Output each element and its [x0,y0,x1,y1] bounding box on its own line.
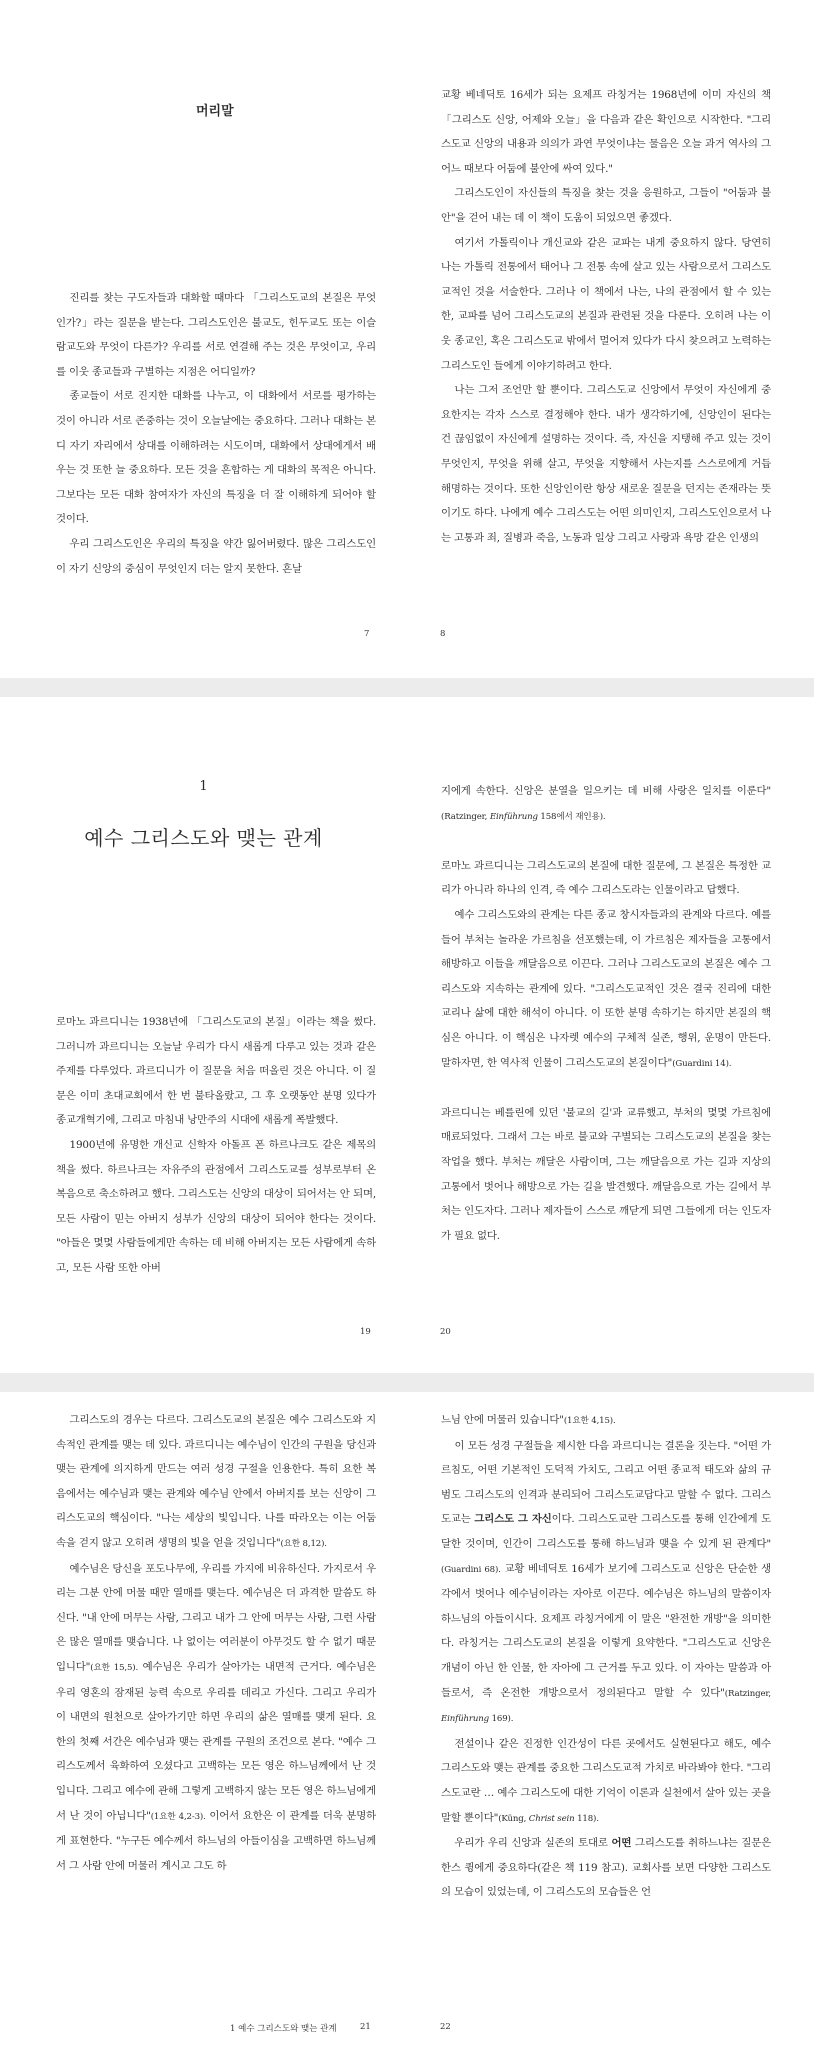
paragraph: 여기서 가톨릭이나 개신교와 같은 교파는 내게 중요하지 않다. 당연히 나는 가톨릭 전통에서 태어나 그 전통 속에 살고 있는 사람으로서 그리스도교적인 것을 서술한다. 그러나 이 책에서 나는, 나의 관점에서 할 수 있는 한, 교파를 넘어 그리스도교의 본질과 관련된 것을 다룬다. 오히려 나는 이웃 종교인, 혹은 그리스도교 밖에서 멀어져 있다가 다시 찾으려고 노력하는 그리스도인 들에게 이야기하려고 한다. [441,236,771,372]
citation-book: Einführung [441,1714,489,1725]
citation: (요한 8,12). [280,1538,327,1549]
emphasis: 그리스도 그 자신 [474,1513,552,1526]
page-8-text [441,83,771,550]
paragraph: 과르디니는 베를린에 있던 '불교의 길'과 교류했고, 부처의 몇몇 가르침에 매료되었다. 그래서 그는 바로 불교와 구별되는 그리스도교의 본질을 찾는 작업을 했다. 부처는 깨달은 사람이며, 그는 깨달음으로 가는 길과 지상의 고통에서 벗어나 해방으로 가는 길을 발견했다. 깨달음으로 가는 길에서 부처는 인도자다. 그러나 제자들이 스스로 깨닫게 되면 그들에게 더는 인도자가 필요 없다. [441,1106,771,1242]
page-22 [407,1392,814,2071]
citation: (1요한 4,2-3). [150,1811,206,1822]
page-7 [0,0,407,678]
page-21-text [56,1408,376,1878]
citation: (1요한 4,15). [563,1416,616,1426]
page-number: 19 [360,1327,371,1337]
citation: (Guardini 14). [672,1058,732,1069]
running-head: 1 예수 그리스도와 맺는 관계 [230,2024,337,2034]
page-7-text [56,286,376,581]
page-number: 20 [440,1327,451,1337]
paragraph: 로마노 과르디니는 1938년에 「그리스도교의 본질」이라는 책을 썼다. 그러니까 과르디니는 오늘날 우리가 다시 새롭게 다루고 있는 것과 같은 주제를 다루었다. 과르디니가 이 질문을 처음 떠올린 것은 아니다. 이 질문은 이미 초대교회에서 한 번 불타올랐고, 그 후 오랫동안 분명 있다가 종교개혁기에, 그리고 마침내 낭만주의 시대에 새롭게 폭발했다. [56,1016,376,1127]
chapter-title: 예수 그리스도와 맺는 관계 [84,826,323,850]
page-20-text [441,779,771,1248]
page-20 [407,697,814,1373]
citation-book: Einführung [489,811,538,822]
emphasis: 어떤 [611,1837,632,1850]
paragraph: 그리스도인이 자신들의 특징을 찾는 것을 응원하고, 그들이 "어둠과 불안"을 걷어 내는 데 이 책이 도움이 되었으면 좋겠다. [441,187,771,224]
citation: (Ratzinger, Einführung 169). [441,1688,771,1725]
citation: (요한 15,5). [90,1662,139,1673]
page-number: 22 [440,2022,451,2032]
paragraph [441,779,771,829]
page-spread-3 [0,1392,814,2071]
citation-book: Christ sein [528,1813,575,1824]
citation: (Guardini 68). [441,1564,501,1575]
citation: (Ratzinger, Einführung 158에서 재인용). [441,811,606,822]
paragraph: 1900년에 유명한 개신교 신학자 아돌프 폰 하르나크도 같은 제목의 책을 썼다. 하르나크는 자유주의 관점에서 그리스도교를 성부로부터 온 복음으로 축소하려고 했다. 그리스도는 신앙의 대상이 되어서는 안 되며, 모든 사람이 믿는 아버지 성부가 신앙의 대상이 되어야 한다는 것이다. "아들은 몇몇 사람들에게만 속하는 데 비해 아버지는 모든 사람에게 속하고, 모든 사람 또한 아버 [56,1138,376,1274]
paragraph: 이 모든 성경 구절들을 제시한 다음 과르디니는 결론을 짓는다. "어떤 가르침도, 어떤 기본적인 도덕적 가치도, 그리고 어떤 종교적 태도와 삶의 규범도 그리스도의 인격과 분리되어 그리스도교답다고 말할 수 없다. 그리스도교는 그리스도 그 자신이다. 그리스도교란 그리스도를 통해 인간에게 도달한 것이며, 인간이 그리스도를 통해 하느님과 맺을 수 있게 된 관계다"(Guardini 68). 교황 베네딕토 16세가 보기에 그리스도교 신앙은 단순한 생각에서 벗어나 예수님이라는 자아로 이끈다. 예수님은 하느님의 말씀이자 하느님의 아들이시다. 요제프 라칭거에게 이 말은 "완전한 개방"을 의미한다. 라칭거는 그리스도교의 본질을 이렇게 요약한다. "그리스도교 신앙은 개념이 아닌 한 인물, 한 자아에 그 근거를 두고 있다. 이 자아는 말씀과 아들로서, 즉 온전한 개방으로서 정의된다고 말할 수 있다"(Ratzinger, Einführung 169). [441,1439,771,1725]
page-number: 7 [364,629,370,639]
page-spread-2 [0,697,814,1373]
paragraph: 우리 그리스도인은 우리의 특징을 약간 잃어버렸다. 많은 그리스도인이 자기 신앙의 중심이 무엇인지 더는 알지 못한다. 흔날 [56,537,376,575]
paragraph [441,903,771,1076]
preface-heading: 머리말 [196,104,234,119]
chapter-number: 1 [199,779,208,794]
paragraph: 느님 안에 머물러 있습니다"(1요한 4,15). [441,1414,616,1426]
citation: (Küng, Christ sein 118). [498,1813,599,1824]
page-19-text [56,1010,376,1281]
page-21 [0,1392,407,2071]
page-number: 8 [440,629,446,639]
paragraph: 예수님은 당신을 포도나무에, 우리를 가지에 비유하신다. 가지로서 우리는 그분 안에 머물 때만 열매를 맺는다. 예수님은 더 과격한 말씀도 하신다. "내 안에 머무는 사람, 그리고 내가 그 안에 머무는 사람, 그런 사람은 많은 열매를 맺습니다. 나 없이는 여러분이 아무것도 할 수 없기 때문입니다"(요한 15,5). 예수님은 우리가 살아가는 내면적 근거다. 예수님은 우리 영혼의 잠재된 능력 속으로 우리를 데리고 가신다. 그리고 우리가 이 내면의 원천으로 살아가기만 하면 우리의 삶은 열매를 맺게 된다. 요한의 첫째 서간은 예수님과 맺는 관계를 구원의 조건으로 본다. "예수 그리스도께서 육화하여 오셨다고 고백하는 모든 영은 하느님께에서 난 것입니다. 그리고 예수에 관해 그렇게 고백하지 않는 모든 영은 하느님에게서 난 것이 아닙니다"(1요한 4,2-3). 이어서 요한은 이 관계를 더욱 분명하게 표현한다. "누구든 예수께서 하느님의 아들이심을 고백하면 하느님께서 그 사람 안에 머물러 계시고 그도 하 [56,1562,377,1872]
paragraph: 그리스도의 경우는 다르다. 그리스도교의 본질은 예수 그리스도와 지속적인 관계를 맺는 데 있다. 과르디니는 예수님이 인간의 구원을 당신과 맺는 관계에 의지하게 만드는 여러 성경 구절을 인용한다. 특히 요한 복음에서는 예수님과 맺는 관계와 예수님 안에서 아버지를 보는 신앙이 그리스도교의 핵심이다. "나는 세상의 빛입니다. 나를 따라오는 이는 어둠 속을 걷지 않고 오히려 생명의 빛을 얻을 것입니다"(요한 8,12). [56,1414,376,1549]
page-8 [407,0,814,678]
page-19 [0,697,407,1373]
paragraph: 우리가 우리 신앙과 실존의 토대로 어떤 그리스도를 취하느냐는 질문은 한스 큉에게 중요하다(같은 책 119 참고). 교회사를 보면 다양한 그리스도의 모습이 있었는데, 이 그리스도의 모습들은 언 [441,1837,771,1899]
paragraph: 나는 그저 조언만 할 뿐이다. 그리스도교 신앙에서 무엇이 자신에게 중요한지는 각자 스스로 결정해야 한다. 내가 생각하기에, 신앙인이 된다는 건 끊임없이 자신에게 설명하는 것이다. 즉, 자신을 지탱해 주고 있는 것이 무엇인지, 무엇을 위해 살고, 무엇을 지향해서 사는지를 스스로에게 거듭 해명하는 것이다. 또한 신앙인이란 항상 새로운 질문을 던지는 존재라는 뜻이기도 하다. 나에게 예수 그리스도는 어떤 의미인지, 그리스도인으로서 나는 고통과 죄, 질병과 죽음, 노동과 일상 그리고 사랑과 욕망 같은 인생의 [441,384,771,544]
paragraph-text: 예수 그리스도와의 관계는 다른 종교 창시자들과의 관계와 다르다. 예를 들어 부처는 놀라운 가르침을 선포했는데, 이 가르침은 제자들을 고통에서 해방하고 이들을 깨달음으로 이끈다. 그러나 그리스도교의 본질은 예수 그리스도와 지속하는 관계에 있다. "그리스도교적인 것은 결국 진리에 대한 교리나 삶에 대한 해석이 아니다. 이 또한 분명 속하기는 하지만 본질의 핵심은 아니다. 이 핵심은 나자렛 예수의 구체적 실존, 행위, 운명이 만든다. 말하자면, 한 역사적 인물이 그리스도교의 본질이다" [441,908,771,1069]
paragraph: 전설이나 같은 진정한 인간성이 다른 곳에서도 실현된다고 해도, 예수 그리스도와 맺는 관계를 중요한 그리스도교적 가치로 바라봐야 한다. "그리스도교란 … 예수 그리스도에 대한 기억이 이론과 실천에서 살아 있는 곳을 말할 뿐이다"(Küng, Christ sein 118). [441,1737,771,1824]
paragraph-text: 지에게 속한다. 신앙은 분열을 일으키는 데 비해 사랑은 일치를 이룬다" [441,785,771,797]
paragraph: 로마노 과르디니는 그리스도교의 본질에 대한 질문에, 그 본질은 특정한 교리가 아니라 하나의 인격, 즉 예수 그리스도라는 인물이라고 답했다. [441,859,771,897]
paragraph: 진리를 찾는 구도자들과 대화할 때마다 「그리스도교의 본질은 무엇인가?」라는 질문을 받는다. 그리스도인은 불교도, 힌두교도 또는 이슬람교도와 무엇이 다른가? 우리를 서로 연결해 주는 것은 무엇이고, 우리를 이웃 종교들과 구별하는 지점은 어디일까? [56,292,376,378]
page-number: 21 [360,2022,371,2032]
paragraph: 교황 베네딕토 16세가 되는 요제프 라칭거는 1968년에 이미 자신의 책 「그리스도 신앙, 어제와 오늘」을 다음과 같은 확인으로 시작한다. "그리스도교 신앙의 내용과 의의가 과연 무엇이냐는 물음은 오늘 과거 역사의 그 어느 때보다 어둠에 불안에 싸여 있다." [441,89,771,175]
page-spread-1 [0,0,814,678]
page-22-text [441,1408,771,1905]
paragraph: 종교들이 서로 진지한 대화를 나누고, 이 대화에서 서로를 평가하는 것이 아니라 서로 존중하는 것이 오늘날에는 중요하다. 그러나 대화는 본디 자기 자리에서 상대를 이해하려는 시도이며, 대화에서 상대에게서 배우는 것 또한 늘 중요하다. 모든 것을 흔합하는 게 대화의 목적은 아니다. 그보다는 모든 대화 참여자가 자신의 특징을 더 잘 이해하게 되어야 할 것이다. [56,390,376,526]
